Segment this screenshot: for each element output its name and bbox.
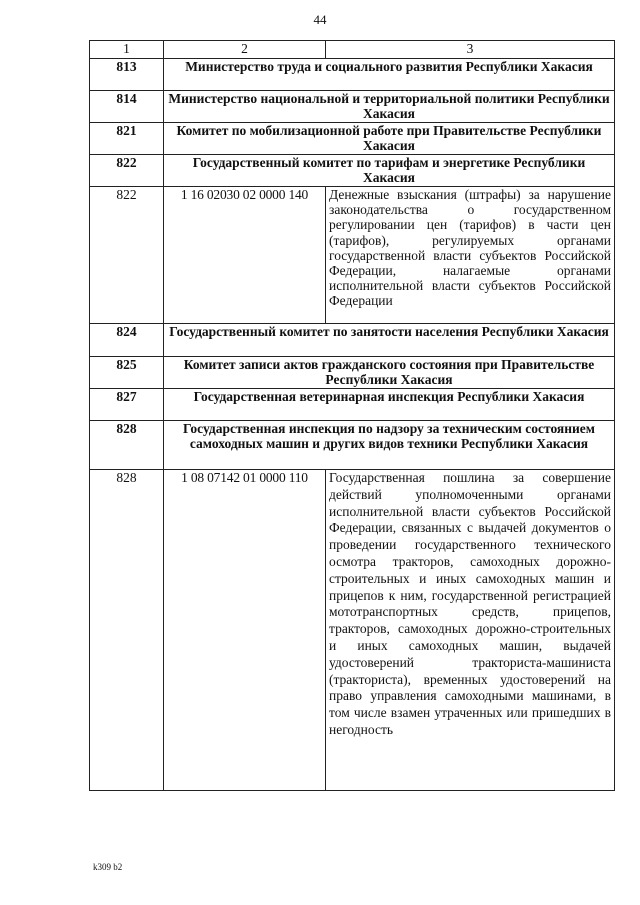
kbk-code: 1 08 07142 01 0000 110 — [164, 470, 326, 791]
table-row-org-828 — [90, 421, 615, 470]
admin-code: 828 — [90, 421, 164, 470]
table-row-org-813 — [90, 59, 615, 91]
footer-code: k309 b2 — [93, 862, 123, 872]
table-row-org-821 — [90, 123, 615, 155]
table-row-org-825 — [90, 357, 615, 389]
admin-code: 814 — [90, 91, 164, 123]
revenue-description: Денежные взыскания (штрафы) за нарушение законодательства о государственном регулировании цен (тарифов) в части цен (тарифов), регулируемых органами государственной власти субъектов Российской Федерации, налагаемые органами исполнительной власти субъектов Российской Федерации — [326, 187, 615, 324]
org-title: Государственный комитет по тарифам и энергетике Республики Хакасия — [164, 155, 615, 187]
table-header-row — [90, 41, 615, 59]
table-row-org-814 — [90, 91, 615, 123]
admin-code: 821 — [90, 123, 164, 155]
header-col-1: 1 — [90, 41, 164, 59]
table-row-org-822 — [90, 155, 615, 187]
org-title: Государственная ветеринарная инспекция Республики Хакасия — [164, 389, 615, 421]
org-title: Министерство труда и социального развития Республики Хакасия — [164, 59, 615, 91]
kbk-code: 1 16 02030 02 0000 140 — [164, 187, 326, 324]
revenue-description: Государственная пошлина за совершение действий уполномоченными органами исполнительной власти субъектов Российской Федерации, связанных с выдачей документов о проведении государственного технического осмотра тракторов, самоходных дорожно-строительных и иных самоходных машин и прицепов к ним, государственной регистрацией мототранспортных средств, прицепов, тракторов, самоходных дорожно-строительных и иных самоходных машин, выдачей удостоверений тракториста-машиниста (тракториста), временных удостоверений на право управления самоходными машинами, в том числе взамен утраченных или пришедших в негодность — [326, 470, 615, 791]
org-title: Государственная инспекция по надзору за техническим состоянием самоходных машин и других видов техники Республики Хакасия — [164, 421, 615, 470]
admin-code: 827 — [90, 389, 164, 421]
admin-code: 825 — [90, 357, 164, 389]
table-row-item-828 — [90, 470, 615, 791]
admin-code: 822 — [90, 187, 164, 324]
org-title: Государственный комитет по занятости населения Республики Хакасия — [164, 324, 615, 357]
header-col-2: 2 — [164, 41, 326, 59]
org-title: Министерство национальной и территориальной политики Республики Хакасия — [164, 91, 615, 123]
admin-code: 813 — [90, 59, 164, 91]
budget-classification-table — [89, 40, 615, 791]
header-col-3: 3 — [326, 41, 615, 59]
admin-code: 824 — [90, 324, 164, 357]
table-row-org-824 — [90, 324, 615, 357]
admin-code: 828 — [90, 470, 164, 791]
page-number: 44 — [313, 12, 327, 27]
table-row-item-822 — [90, 187, 615, 324]
admin-code: 822 — [90, 155, 164, 187]
org-title: Комитет записи актов гражданского состояния при Правительстве Республики Хакасия — [164, 357, 615, 389]
org-title: Комитет по мобилизационной работе при Правительстве Республики Хакасия — [164, 123, 615, 155]
table-row-org-827 — [90, 389, 615, 421]
